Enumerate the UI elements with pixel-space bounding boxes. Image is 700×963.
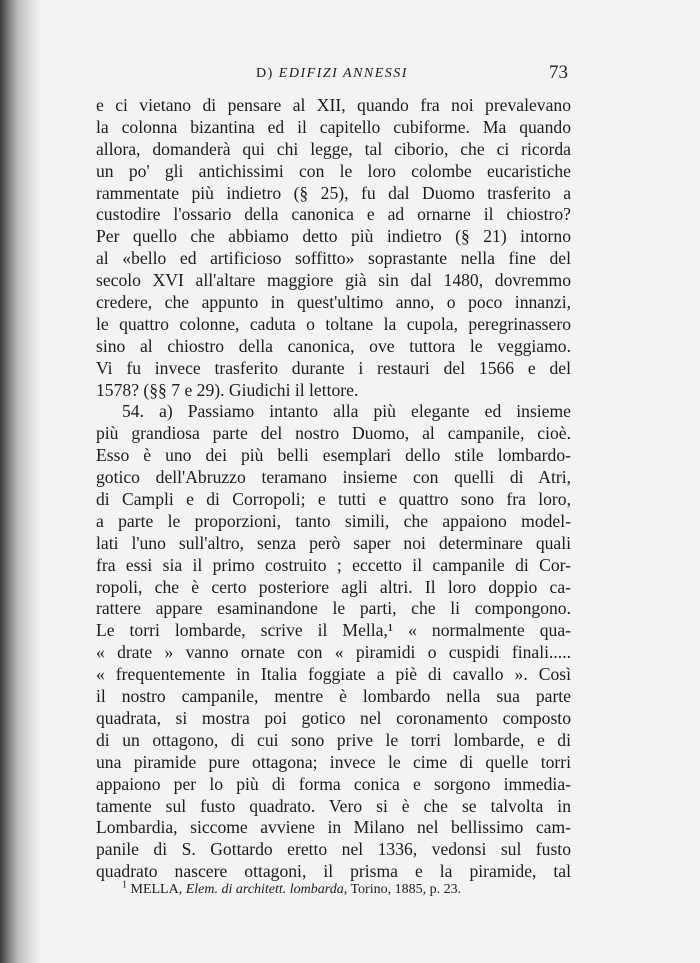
book-gutter-shadow [0, 0, 40, 963]
footnote-work: Elem. di architett. lombarda, [185, 882, 348, 897]
text-line: le quattro colonne, caduta o toltane la cupola, peregrinassero [96, 313, 571, 334]
text-line: di Campli e di Corropoli; e tutti e quattro sono fra loro, [96, 489, 571, 510]
text-line: la colonna bizantina ed il capitello cubiforme. Ma quando [96, 116, 571, 137]
text-line: rammentate più indietro (§ 25), fu dal Duomo trasferito a [96, 182, 571, 203]
text-line-paragraph-end: 1578? (§§ 7 e 29). Giudichi il lettore. [96, 379, 359, 400]
text-line: gotico dell'Abruzzo teramano insieme con quelli di Atri, [96, 467, 571, 488]
text-line: appaiono per lo più di forma conica e sorgono immedia- [96, 773, 571, 794]
text-line: sino al chiostro della canonica, ove tuttora le veggiamo. [96, 335, 571, 356]
footnote-marker: 1 [122, 879, 127, 891]
text-line: a parte le proporzioni, tanto simili, che appaiono model- [96, 510, 571, 531]
text-line: rattere appare esaminandone le parti, che li compongono. [96, 598, 571, 619]
text-line: tamente sul fusto quadrato. Vero si è che se talvolta in [96, 795, 571, 816]
text-line: più grandiosa parte del nostro Duomo, al campanile, cioè. [96, 423, 571, 444]
footnote-author: MELLA, [130, 882, 183, 897]
text-line: Esso è uno dei più belli esemplari dello stile lombardo- [96, 445, 571, 466]
footnote [122, 879, 462, 898]
text-line: credere, che appunto in quest'ultimo anno, o poco innanzi, [96, 292, 571, 313]
text-line: « frequentemente in Italia foggiate a piè di cavallo ». Così [96, 664, 571, 685]
running-head-title: EDIFIZI ANNESSI [278, 66, 408, 81]
text-line: panile di S. Gottardo eretto nel 1336, vedonsi sul fusto [96, 839, 571, 860]
text-line: e ci vietano di pensare al XII, quando fra noi prevalevano [96, 95, 571, 115]
text-line: fra essi sia il primo costruito ; eccetto il campanile di Cor- [96, 554, 571, 575]
text-line: di un ottagono, di cui sono prive le torri lombarde, e di [96, 729, 571, 750]
text-line: Lombardia, siccome avviene in Milano nel bellissimo cam- [96, 817, 571, 838]
text-line: il nostro campanile, mentre è lombardo nella sua parte [96, 686, 571, 707]
body-text [96, 95, 571, 883]
text-line: Vi fu invece trasferito durante i restauri del 1566 e del [96, 357, 571, 378]
text-line: ropoli, che è certo posteriore agli altri. Il loro doppio ca- [96, 576, 571, 597]
text-line: quadrata, si mostra poi gotico nel coronamento composto [96, 707, 571, 728]
text-line: « drate » vanno ornate con « piramidi o cuspidi finali..... [96, 642, 571, 663]
text-line: un po' gli antichissimi con le loro colombe eucaristiche [96, 160, 571, 181]
text-line: Per quello che abbiamo detto più indietro (§ 21) intorno [96, 226, 571, 247]
footnote-citation: Torino, 1885, p. 23. [350, 882, 462, 897]
running-head-section: D) [256, 66, 274, 81]
text-line: una piramide pure ottagona; invece le cime di quelle torri [96, 751, 571, 772]
text-line: custodire l'ossario della canonica e ad ornarne il chiostro? [96, 204, 571, 225]
text-line: secolo XVI all'altare maggiore già sin dal 1480, dovremmo [96, 270, 571, 291]
page-number: 73 [549, 62, 568, 83]
text-line: al «bello ed artificioso soffitto» soprastante nella fine del [96, 248, 571, 269]
page-header [96, 62, 568, 88]
text-line: allora, domanderà qui chi legge, tal ciborio, che ci ricorda [96, 138, 571, 159]
running-head [96, 66, 568, 82]
text-line-paragraph-start: 54. a) Passiamo intanto alla più elegante ed insieme [122, 401, 571, 422]
text-line: Le torri lombarde, scrive il Mella,¹ « normalmente qua- [96, 620, 571, 641]
text-line: quadrato nascere ottagoni, il prisma e la piramide, tal [96, 861, 571, 882]
text-line: lati l'uno sull'altro, senza però saper noi determinare quali [96, 532, 571, 553]
